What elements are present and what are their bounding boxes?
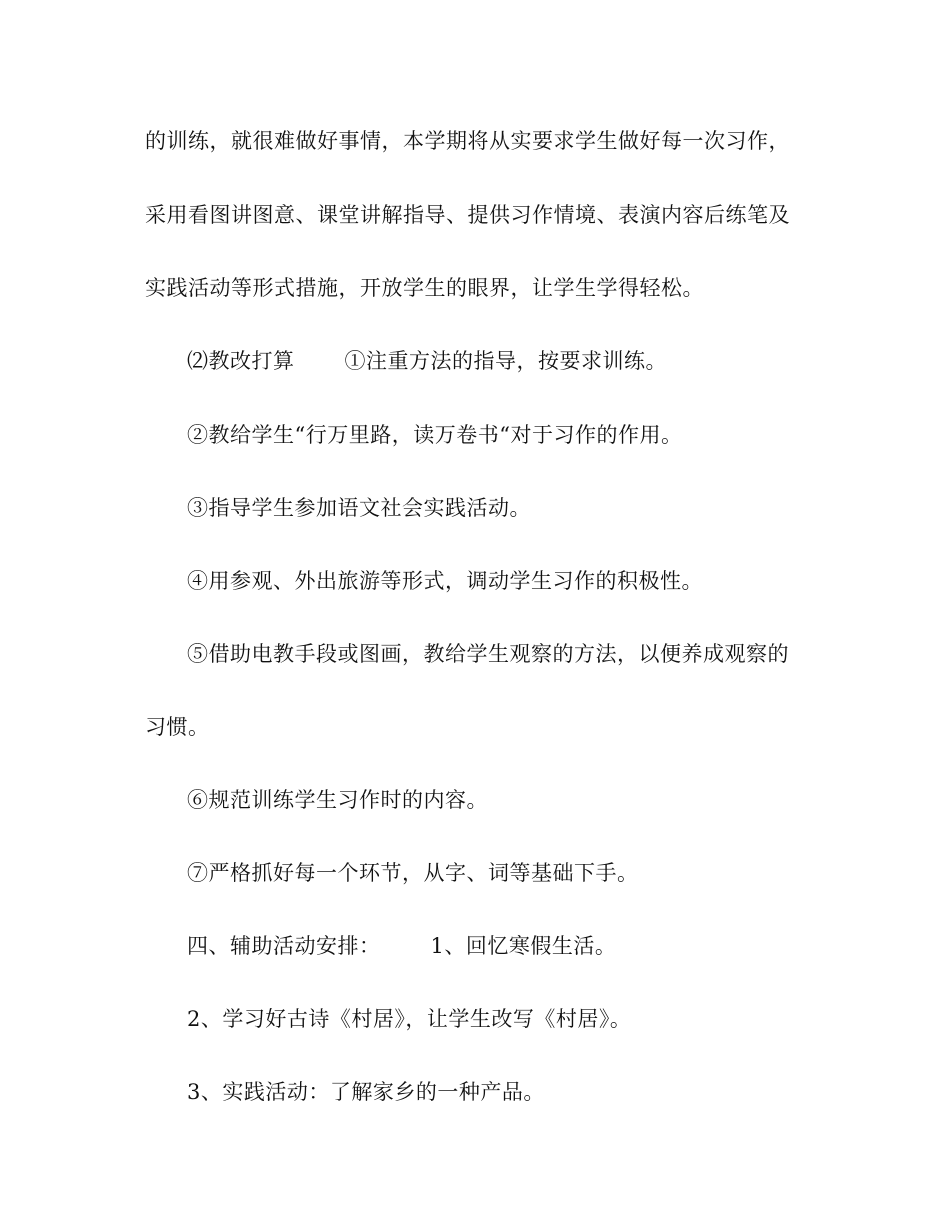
list-item: ④用参观、外出旅游等形式，调动学生习作的积极性。 bbox=[187, 569, 703, 593]
list-item: ⑤借助电教手段或图画，教给学生观察的方法，以便养成观察的 bbox=[187, 642, 789, 666]
paragraph-line: 实践活动等形式措施，开放学生的眼界，让学生学得轻松。 bbox=[145, 276, 704, 300]
section-heading-line bbox=[187, 346, 667, 376]
list-item-continuation: 习惯。 bbox=[145, 715, 210, 739]
paragraph-line: 的训练，就很难做好事情，本学期将从实要求学生做好每一次习作， bbox=[145, 129, 790, 153]
section-heading: ⑵教改打算 bbox=[187, 349, 295, 373]
list-item: ⑥规范训练学生习作时的内容。 bbox=[187, 788, 488, 812]
list-item: 3、实践活动：了解家乡的一种产品。 bbox=[187, 1080, 545, 1104]
paragraph-line: 采用看图讲图意、课堂讲解指导、提供习作情境、表演内容后练笔及 bbox=[145, 203, 790, 227]
list-item: ③指导学生参加语文社会实践活动。 bbox=[187, 496, 531, 520]
list-item: ②教给学生“行万里路，读万卷书“对于习作的作用。 bbox=[187, 423, 683, 447]
list-item: 2、学习好古诗《村居》，让学生改写《村居》。 bbox=[187, 1007, 632, 1031]
section-heading: 四、辅助活动安排： bbox=[187, 934, 381, 958]
list-item: 1、回忆寒假生活。 bbox=[430, 934, 617, 958]
list-item: ①注重方法的指导，按要求训练。 bbox=[344, 349, 667, 373]
section-heading-line bbox=[187, 931, 616, 961]
list-item: ⑦严格抓好每一个环节，从字、词等基础下手。 bbox=[187, 861, 639, 885]
